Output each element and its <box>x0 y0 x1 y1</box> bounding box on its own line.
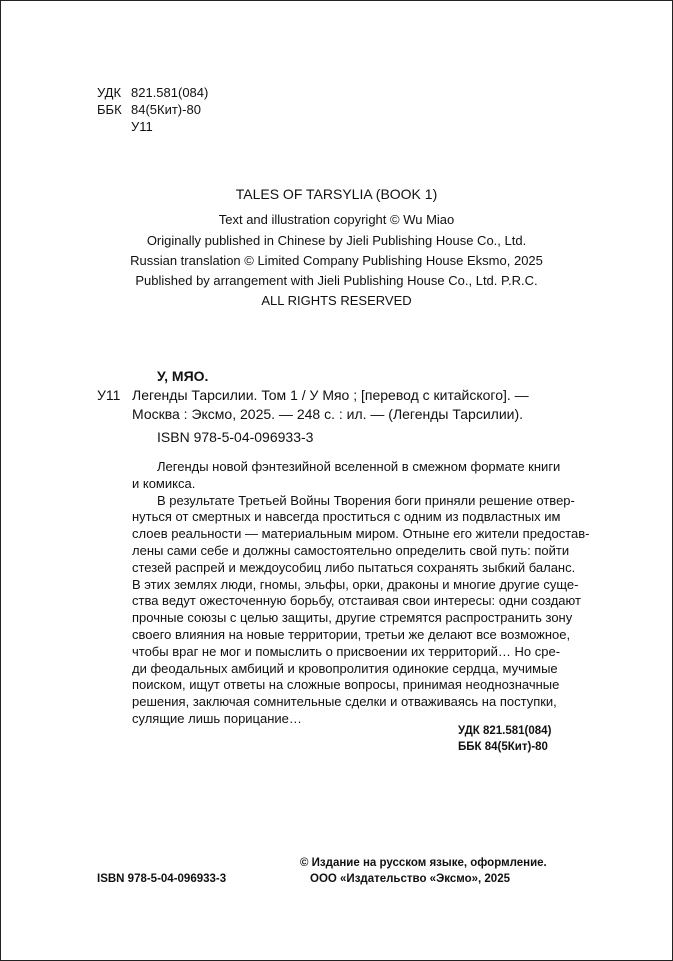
annotation-line: лены сами себе и должны самостоятельно определить свой путь: пойти <box>132 542 570 558</box>
annotation-line: В этих землях люди, гномы, эльфы, орки, драконы и многие другие суще- <box>132 576 579 592</box>
annotation-line: сулящие лишь порицание… <box>132 710 302 726</box>
copyright-line-3: Russian translation © Limited Company Publishing House Eksmo, 2025 <box>130 253 543 268</box>
annotation-line: В результате Третьей Войны Творения боги приняли решение отвер- <box>157 492 575 508</box>
english-title: TALES OF TARSYLIA (BOOK 1) <box>235 186 438 202</box>
footer-isbn: ISBN 978-5-04-096933-3 <box>97 873 227 885</box>
record-line-1: Легенды Тарсилии. Том 1 / У Мяо ; [перевод с китайского]. — <box>132 387 529 403</box>
bbk-label: ББК <box>97 102 122 117</box>
record-author-mark: У11 <box>97 387 121 403</box>
annotation-line: стезей распрей и междоусобиц либо пытаться сохранять зыбкий баланс. <box>132 559 576 575</box>
bbk-bottom: ББК 84(5Кит)-80 <box>458 741 548 753</box>
record-line-2: Москва : Эксмо, 2025. — 248 с. : ил. — (Легенды Тарсилии). <box>132 406 524 422</box>
copyright-line-2: Originally published in Chinese by Jieli Publishing House Co., Ltd. <box>146 233 527 248</box>
annotation-line: решения, заключая сомнительные сделки и отваживаясь на поступки, <box>132 694 557 710</box>
footer-copyright-1: © Издание на русском языке, оформление. <box>300 857 547 869</box>
record-isbn: ISBN 978-5-04-096933-3 <box>157 429 314 445</box>
annotation-line: ства ведут ожесточенную борьбу, отстаивая свои интересы: одни создают <box>132 593 581 609</box>
copyright-line-4: Published by arrangement with Jieli Publishing House Co., Ltd. P.R.C. <box>135 273 538 288</box>
annotation-line: Легенды новой фэнтезийной вселенной в смежном формате книги <box>157 459 561 474</box>
annotation-line: прочные союзы с целью защиты, другие стремятся распространить зону <box>132 610 573 626</box>
author-mark-top: У11 <box>131 119 153 134</box>
annotation-line: и комикса. <box>132 475 196 491</box>
udk-bottom: УДК 821.581(084) <box>458 725 552 737</box>
annotation-line: слоев реальности — материальным миром. Отныне его жители предостав- <box>132 526 590 542</box>
copyright-line-5: ALL RIGHTS RESERVED <box>261 293 412 308</box>
udk-top <box>97 84 208 101</box>
footer-copyright-2: ООО «Издательство «Эксмо», 2025 <box>310 873 510 885</box>
annotation-line: ди феодальных амбиций и кровопролития одинокие сердца, мучимые <box>132 660 558 676</box>
annotation-line: чтобы враг не мог и помыслить о присвоении их территорий… Но сре- <box>132 643 561 659</box>
bbk-value: 84(5Кит)-80 <box>131 102 201 117</box>
annotation <box>132 459 590 728</box>
annotation-line: нуться от смертных и навсегда проститься с одним из подвластных им <box>132 509 561 525</box>
record-author: У, МЯО. <box>157 368 209 384</box>
copyright-line-1: Text and illustration copyright © Wu Miao <box>218 212 455 227</box>
udk-label: УДК <box>97 85 122 100</box>
annotation-line: своего влияния на новые территории, третьи же делают все возможное, <box>132 626 571 642</box>
bbk-top <box>97 101 201 118</box>
annotation-line: поиском, ищут ответы на сложные вопросы, принимая неоднозначные <box>132 677 560 693</box>
udk-value: 821.581(084) <box>131 85 209 100</box>
